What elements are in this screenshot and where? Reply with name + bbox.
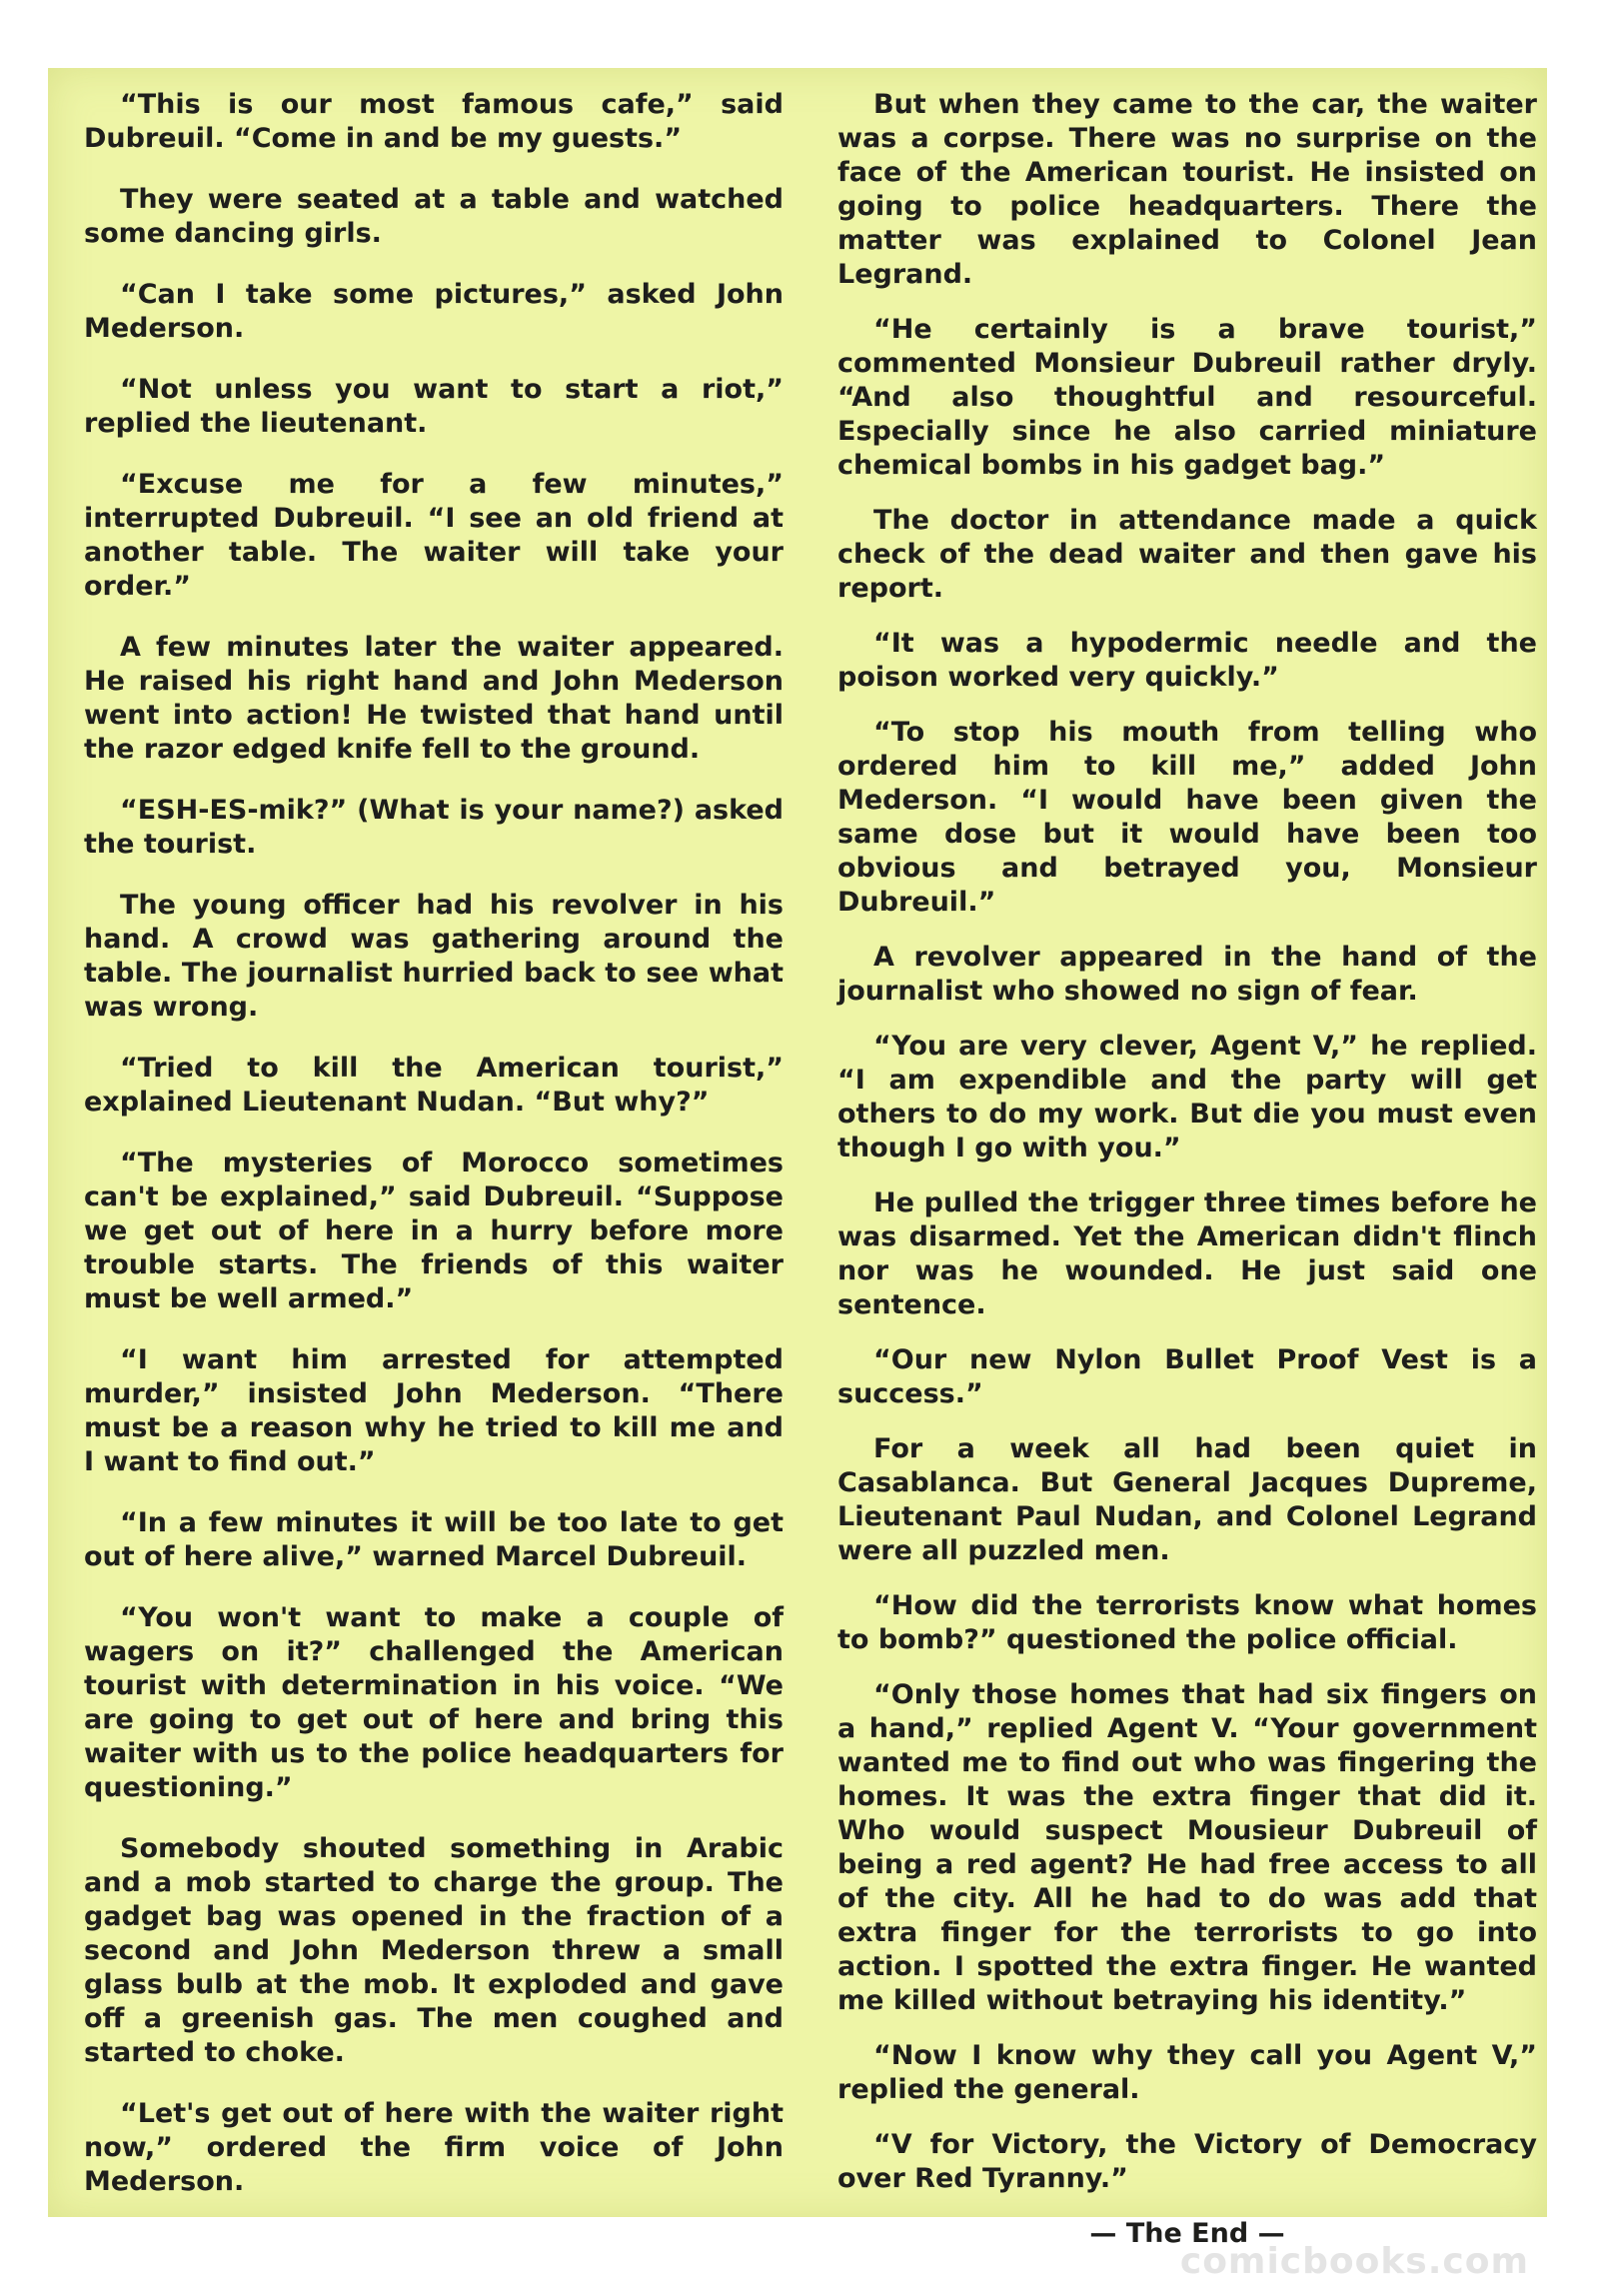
story-paragraph: “Excuse me for a few minutes,” interrupted Dubreuil. “I see an old friend at another table. The waiter will take your order.” — [84, 469, 784, 602]
story-paragraph: “ESH-ES-mik?” (What is your name?) asked the tourist. — [84, 795, 784, 860]
story-paragraph: “You are very clever, Agent V,” he replied. “I am expendible and the party will get others to do my work. But die you must even though I go with you.” — [837, 1031, 1537, 1163]
the-end-marker: — The End — — [1089, 2218, 1285, 2249]
story-paragraph: “Only those homes that had six fingers on a hand,” replied Agent V. “Your government wanted me to find out who was fingering the homes. It was the extra finger that did it. Who would suspect Mousieur Dubreuil of being a red agent? He had free access to all of the city. All he had to do was add that extra finger for the terrorists to go into action. I spotted the extra finger. He wanted me killed without betraying his identity.” — [837, 1679, 1537, 2016]
story-paragraph: “He certainly is a brave tourist,” commented Monsieur Dubreuil rather dryly. “And also thoughtful and resourceful. Especially since he also carried miniature chemical bombs in his gadget bag.” — [837, 314, 1537, 481]
story-paragraph: Somebody shouted something in Arabic and a mob started to charge the group. The gadget bag was opened in the fraction of a second and John Mederson threw a small glass bulb at the mob. It exploded and gave off a greenish gas. The men coughed and started to choke. — [84, 1833, 784, 2068]
story-paragraph: “Now I know why they call you Agent V,” replied the general. — [837, 2040, 1537, 2105]
story-paragraph: “Tried to kill the American tourist,” explained Lieutenant Nudan. “But why?” — [84, 1053, 784, 1118]
story-paragraph: “Can I take some pictures,” asked John Mederson. — [84, 279, 784, 344]
story-paragraph: But when they came to the car, the waiter was a corpse. There was no surprise on the face of the American tourist. He insisted on going to police headquarters. There the matter was explained to Colonel Jean Legrand. — [837, 89, 1537, 290]
story-paragraph: “Let's get out of here with the waiter right now,” ordered the firm voice of John Mederson. — [84, 2098, 784, 2197]
story-paragraph: “You won't want to make a couple of wagers on it?” challenged the American tourist with determination in his voice. “We are going to get out of here and bring this waiter with us to the police headquarters for questioning.” — [84, 1602, 784, 1803]
story-paragraph: “This is our most famous cafe,” said Dubreuil. “Come in and be my guests.” — [84, 89, 784, 154]
story-paragraph: For a week all had been quiet in Casablanca. But General Jacques Dupreme, Lieutenant Paul Nudan, and Colonel Legrand were all puzzled men. — [837, 1433, 1537, 1566]
story-paragraph: “V for Victory, the Victory of Democracy over Red Tyranny.” — [837, 2129, 1537, 2194]
story-page — [48, 68, 1547, 2249]
site-watermark: comicbooks.com — [1179, 2241, 1529, 2282]
story-paragraph: “The mysteries of Morocco sometimes can't be explained,” said Dubreuil. “Suppose we get out of here in a hurry before more trouble starts. The friends of this waiter must be well armed.” — [84, 1148, 784, 1314]
left-text-column — [84, 88, 784, 2226]
story-paragraph: They were seated at a table and watched some dancing girls. — [84, 184, 784, 249]
story-paragraph: A few minutes later the waiter appeared. He raised his right hand and John Mederson went into action! He twisted that hand until the razor edged knife fell to the ground. — [84, 632, 784, 765]
story-paragraph: “To stop his mouth from telling who ordered him to kill me,” added John Mederson. “I would have been given the same dose but it would have been too obvious and betrayed you, Monsieur Dubreuil.” — [837, 717, 1537, 918]
story-paragraph: “Our new Nylon Bullet Proof Vest is a success.” — [837, 1344, 1537, 1409]
right-text-column — [837, 88, 1537, 2272]
story-paragraph: He pulled the trigger three times before he was disarmed. Yet the American didn't flinch nor was he wounded. He just said one sentence. — [837, 1187, 1537, 1320]
story-paragraph: “Not unless you want to start a riot,” replied the lieutenant. — [84, 374, 784, 439]
story-paragraph: The young officer had his revolver in his hand. A crowd was gathering around the table. The journalist hurried back to see what was wrong. — [84, 890, 784, 1023]
story-paragraph: “How did the terrorists know what homes to bomb?” questioned the police official. — [837, 1590, 1537, 1655]
story-paragraph: “In a few minutes it will be too late to get out of here alive,” warned Marcel Dubreuil. — [84, 1507, 784, 1572]
story-paragraph: A revolver appeared in the hand of the journalist who showed no sign of fear. — [837, 942, 1537, 1007]
story-paragraph: The doctor in attendance made a quick check of the dead waiter and then gave his report. — [837, 505, 1537, 604]
story-paragraph: “It was a hypodermic needle and the poison worked very quickly.” — [837, 628, 1537, 693]
story-paragraph: “I want him arrested for attempted murder,” insisted John Mederson. “There must be a reason why he tried to kill me and I want to find out.” — [84, 1344, 784, 1477]
